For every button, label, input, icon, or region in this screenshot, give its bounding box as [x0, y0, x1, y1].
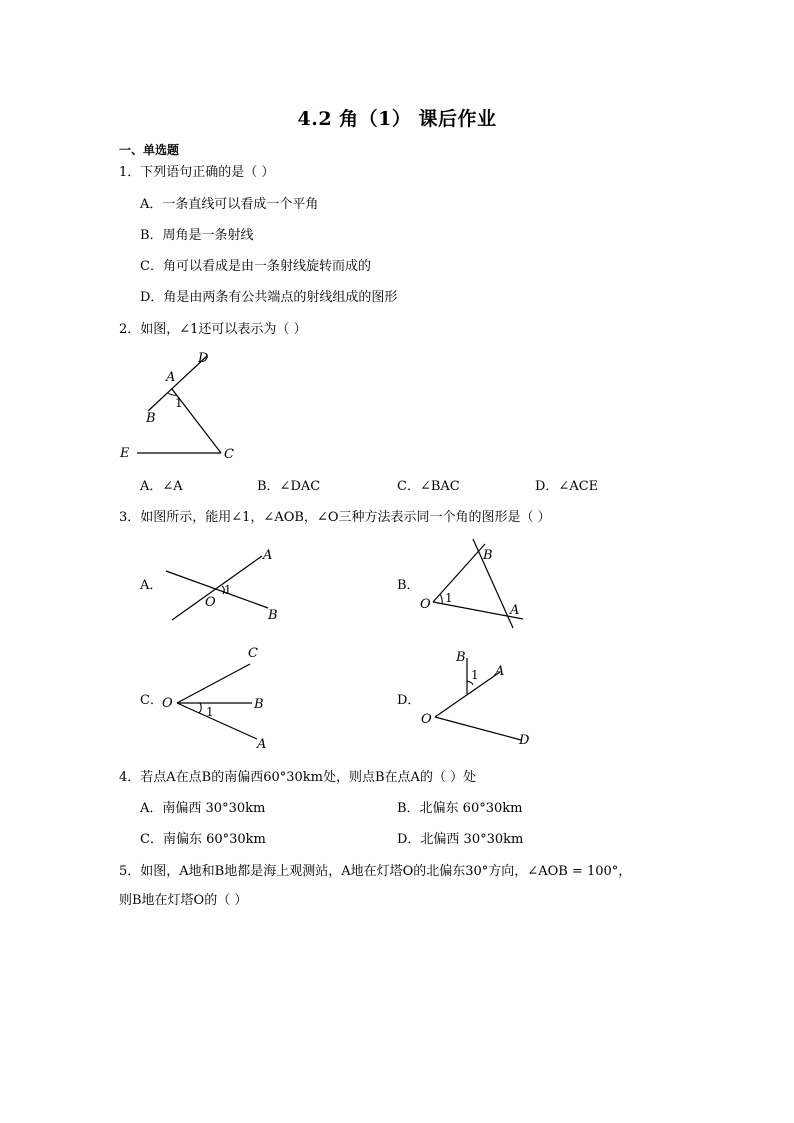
q1-option-a: A．一条直线可以看成一个平角 — [140, 197, 319, 212]
q3-option-d-letter: D． — [397, 693, 421, 708]
q2-option-c: C．∠BAC — [397, 479, 460, 494]
label-o: O — [205, 595, 216, 610]
label-d: D — [198, 351, 209, 366]
label-a: A — [257, 737, 267, 752]
label-b: B — [456, 650, 466, 665]
label-a: A — [510, 603, 520, 618]
page-title: 4.2 角（1） 课后作业 — [297, 108, 497, 130]
q1-option-d: D．角是由两条有公共端点的射线组成的图形 — [140, 290, 398, 305]
angle-1-arc — [440, 594, 442, 604]
q5-stem-line2: 则B地在灯塔O的（ ） — [119, 893, 248, 908]
q3-option-b-letter: B． — [397, 578, 420, 593]
q3-figure-d — [415, 645, 545, 750]
label-a: A — [263, 548, 273, 563]
section-heading: 一、单选题 — [119, 143, 180, 157]
label-a: A — [495, 664, 505, 679]
q4-option-d: D．北偏西 30°30km — [397, 832, 524, 847]
label-b: B — [268, 608, 278, 623]
q1-option-c: C．角可以看成是由一条射线旋转而成的 — [140, 259, 371, 274]
label-o: O — [162, 696, 173, 711]
label-b: B — [254, 697, 264, 712]
q2-option-a: A．∠A — [140, 479, 183, 494]
label-angle-1: 1 — [471, 668, 479, 682]
label-c: C — [224, 447, 234, 462]
label-d: D — [519, 733, 530, 748]
label-c: C — [248, 646, 258, 661]
label-angle-1: 1 — [445, 591, 453, 605]
line-ab — [473, 539, 513, 628]
label-o: O — [420, 597, 431, 612]
q3-option-c-letter: C． — [140, 693, 163, 708]
q4-option-b: B．北偏东 60°30km — [397, 801, 523, 816]
label-angle-1: 1 — [224, 583, 232, 597]
q4-option-a: A．南偏西 30°30km — [140, 801, 266, 816]
q1-option-b: B．周角是一条射线 — [140, 228, 254, 243]
label-angle-1: 1 — [206, 705, 214, 719]
angle-1-arc — [199, 703, 201, 713]
q3-stem: 3．如图所示，能用∠1，∠AOB，∠O三种方法表示同一个角的图形是（ ） — [119, 510, 551, 525]
q4-option-c: C．南偏东 60°30km — [140, 832, 266, 847]
line-ob-b — [433, 544, 485, 602]
label-b: B — [483, 548, 493, 563]
line-od-d — [435, 717, 521, 740]
q3-figure-c — [160, 642, 280, 754]
label-angle-1: 1 — [175, 396, 183, 410]
q3-option-a-letter: A． — [140, 578, 163, 593]
q4-stem: 4．若点A在点B的南偏西60°30km处，则点B在点A的（ ）处 — [119, 770, 477, 785]
q5-stem-line1: 5．如图，A地和B地都是海上观测站，A地在灯塔O的北偏东30°方向，∠AOB = 100°， — [119, 864, 632, 879]
label-e: E — [120, 446, 130, 461]
q3-figure-b — [415, 536, 535, 636]
label-a: A — [166, 370, 176, 385]
label-o: O — [421, 712, 432, 727]
q1-stem: 1．下列语句正确的是（ ） — [119, 165, 275, 180]
q3-figure-a — [160, 540, 290, 630]
q2-option-d: D．∠ACE — [535, 479, 599, 494]
line-ob-a — [166, 571, 268, 608]
line-oc-c — [177, 664, 250, 703]
q2-triangle-figure — [110, 345, 250, 470]
q2-stem: 2．如图，∠1还可以表示为（ ） — [119, 322, 307, 337]
q2-option-b: B．∠DAC — [257, 479, 321, 494]
label-b: B — [146, 411, 156, 426]
line-oa-a — [172, 556, 262, 620]
line-oa-c — [177, 703, 257, 739]
